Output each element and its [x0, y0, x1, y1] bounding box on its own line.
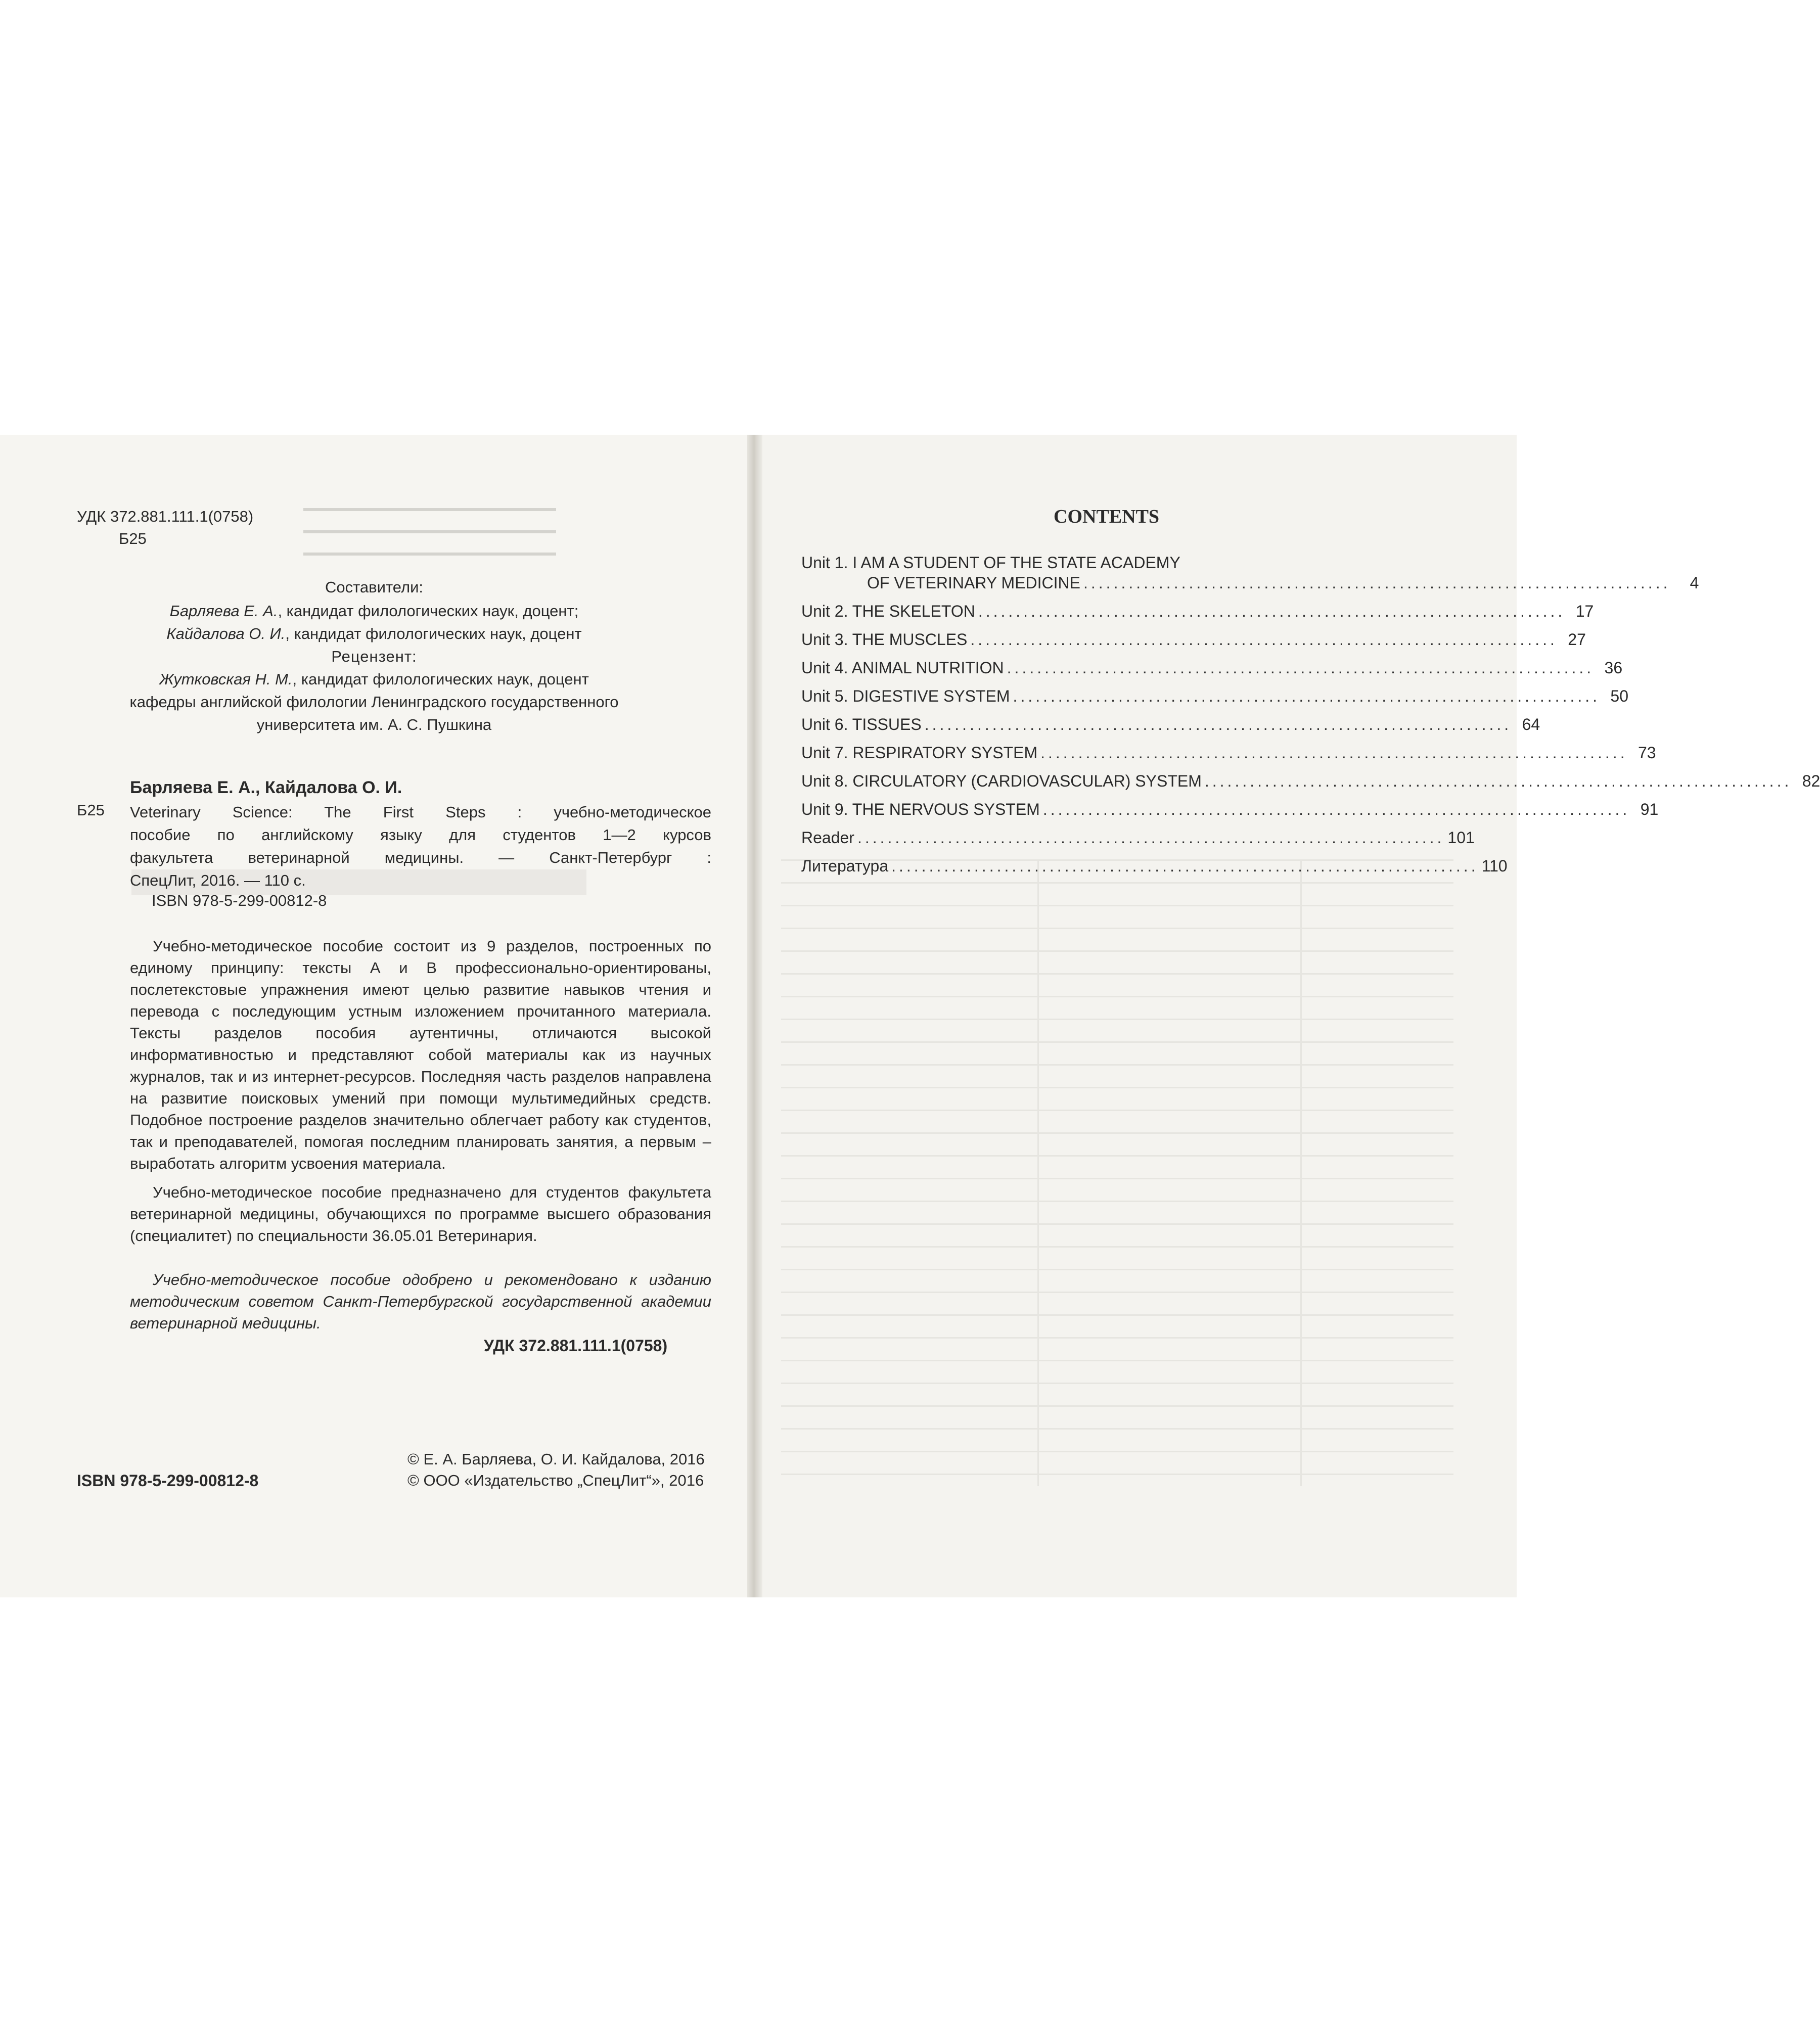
toc-entry-page: 36 — [1604, 659, 1623, 677]
toc-entry — [801, 771, 1820, 799]
contents-title: CONTENTS — [1054, 506, 1160, 527]
toc-leader-dots: .............................................................................. — [970, 630, 1558, 649]
copyright-publisher: © ООО «Издательство „СпецЛит“», 2016 — [407, 1472, 704, 1489]
reviewer-affiliation: университета им. А. С. Пушкина — [256, 716, 492, 733]
compiler-entry — [0, 624, 748, 644]
compiler-name: Кайдалова О. И. — [166, 625, 286, 642]
isbn-mid: ISBN 978-5-299-00812-8 — [152, 892, 327, 909]
toc-entry-label: Unit 6. TISSUES — [801, 715, 922, 733]
toc-leader-dots: .............................................................................. — [1040, 744, 1628, 762]
compiler-credentials: , кандидат филологических наук, доцент — [285, 625, 582, 642]
toc-entry — [801, 743, 1656, 771]
book-authors: Барляева Е. А., Кайдалова О. И. — [130, 778, 402, 797]
toc-entry-label: Unit 1. I AM A STUDENT OF THE STATE ACADEMY — [801, 554, 1180, 572]
toc-entry-label: Unit 2. THE SKELETON — [801, 602, 975, 620]
bbk-code-mid: Б25 — [77, 801, 105, 819]
toc-entry-label: Unit 5. DIGESTIVE SYSTEM — [801, 687, 1010, 705]
toc-entry-label: Unit 3. THE MUSCLES — [801, 630, 968, 649]
toc-leader-dots: .............................................................................. — [1013, 687, 1601, 705]
compiler-credentials: , кандидат филологических наук, доцент; — [278, 602, 579, 620]
toc-entry-page: 4 — [1690, 574, 1699, 592]
reviewer-label: Рецензент: — [331, 648, 417, 665]
reviewer-credentials: , кандидат филологических наук, доцент — [292, 670, 589, 688]
toc-entry-label: Unit 7. RESPIRATORY SYSTEM — [801, 744, 1038, 762]
toc-entry — [801, 828, 1475, 856]
book-gutter — [747, 435, 762, 1597]
toc-entry — [801, 553, 1699, 601]
toc-leader-dots: .............................................................................. — [1083, 574, 1671, 592]
annotation — [130, 935, 711, 1247]
copyright-authors: © Е. А. Барляева, О. И. Кайдалова, 2016 — [407, 1450, 705, 1468]
toc-entry-label: Unit 8. CIRCULATORY (CARDIOVASCULAR) SYSTEM — [801, 772, 1202, 790]
toc-leader-dots: .............................................................................. — [1007, 659, 1595, 677]
toc-entry — [801, 629, 1586, 658]
biblio-line: пособие по английскому языку для студентов 1—2 курсов — [130, 826, 711, 844]
bbk-code-top: Б25 — [119, 530, 147, 547]
toc-entry-label: Unit 4. ANIMAL NUTRITION — [801, 659, 1004, 677]
annotation-paragraph: Учебно-методическое пособие состоит из 9 разделов, построенных по единому принципу: тексты А и В профессионально-ориентированы, послетекстовые упражнения имеют целью развитие навыков чтения и перевода с последующим устным изложением прочитанного материала. Тексты разделов пособия аутентичны, отличаются высокой информативностью и представляют собой материалы как из научных журналов, так и из интернет-ресурсов. Последняя часть разделов направлена на развитие поисковых умений при помощи мультимедийных средств. Подобное построение разделов значительно облегчает работу как студентов, так и преподавателей, помогая последним планировать занятия, а первым – выработать алгоритм усвоения материала. — [130, 937, 711, 1172]
toc-entry-page: 101 — [1447, 829, 1475, 847]
approval-note — [130, 1269, 711, 1334]
toc-leader-dots: .............................................................................. — [1204, 772, 1792, 790]
toc-leader-dots: .............................................................................. — [978, 602, 1566, 620]
toc-leader-dots: .............................................................................. — [1042, 800, 1630, 818]
approval-text: Учебно-методическое пособие одобрено и рекомендовано к изданию методическим советом Санкт-Петербургской государственной академии ветеринарной медицины. — [130, 1271, 711, 1332]
show-through-decoration — [781, 859, 1453, 1486]
biblio-line: факультета ветеринарной медицины. — Санкт-Петербург : — [130, 849, 711, 866]
toc-entry-page: 64 — [1522, 715, 1540, 733]
toc-entry-page: 73 — [1637, 744, 1656, 762]
table-of-contents — [801, 553, 1820, 884]
udk-code-bottom: УДК 372.881.111.1(0758) — [484, 1337, 668, 1355]
toc-entry-label-continued: OF VETERINARY MEDICINE — [867, 574, 1080, 592]
toc-entry-page: 110 — [1481, 857, 1508, 875]
toc-entry — [801, 658, 1623, 686]
toc-entry-label: Unit 9. THE NERVOUS SYSTEM — [801, 800, 1040, 818]
isbn-bottom: ISBN 978-5-299-00812-8 — [77, 1472, 259, 1490]
reviewer-affiliation: кафедры английской филологии Ленинградского государственного — [129, 693, 619, 711]
toc-entry-page: 27 — [1568, 630, 1586, 649]
toc-entry-page: 50 — [1610, 687, 1629, 705]
compiler-entry — [0, 602, 748, 621]
toc-entry — [801, 686, 1629, 714]
toc-entry-label: Литература — [801, 857, 889, 875]
show-through-decoration — [303, 508, 556, 569]
toc-leader-dots: .............................................................................. — [891, 857, 1479, 875]
biblio-line: Veterinary Science: The First Steps : учебно-методическое — [130, 803, 711, 821]
reviewer-entry — [0, 670, 748, 689]
toc-entry-page: 82 — [1802, 772, 1820, 790]
compiler-name: Барляева Е. А. — [169, 602, 278, 620]
toc-entry-label: Reader — [801, 829, 854, 847]
toc-entry-page: 91 — [1640, 800, 1659, 818]
udk-code-top: УДК 372.881.111.1(0758) — [77, 508, 254, 525]
toc-entry — [801, 799, 1659, 828]
toc-leader-dots: .............................................................................. — [924, 715, 1512, 733]
reviewer-name: Жутковская Н. М. — [159, 670, 293, 688]
annotation-paragraph: Учебно-методическое пособие предназначено для студентов факультета ветеринарной медицины, обучающихся по программе высшего образования (специалитет) по специальности 36.05.01 Ветеринария. — [130, 1183, 711, 1245]
toc-entry — [801, 601, 1594, 629]
biblio-line: СпецЛит, 2016. — 110 с. — [130, 871, 306, 889]
compilers-label: Составители: — [325, 578, 424, 596]
toc-leader-dots: .............................................................................. — [857, 829, 1445, 847]
bibliographic-description — [130, 801, 711, 892]
toc-entry — [801, 856, 1508, 884]
toc-entry — [801, 714, 1540, 743]
toc-entry-page: 17 — [1575, 602, 1594, 620]
